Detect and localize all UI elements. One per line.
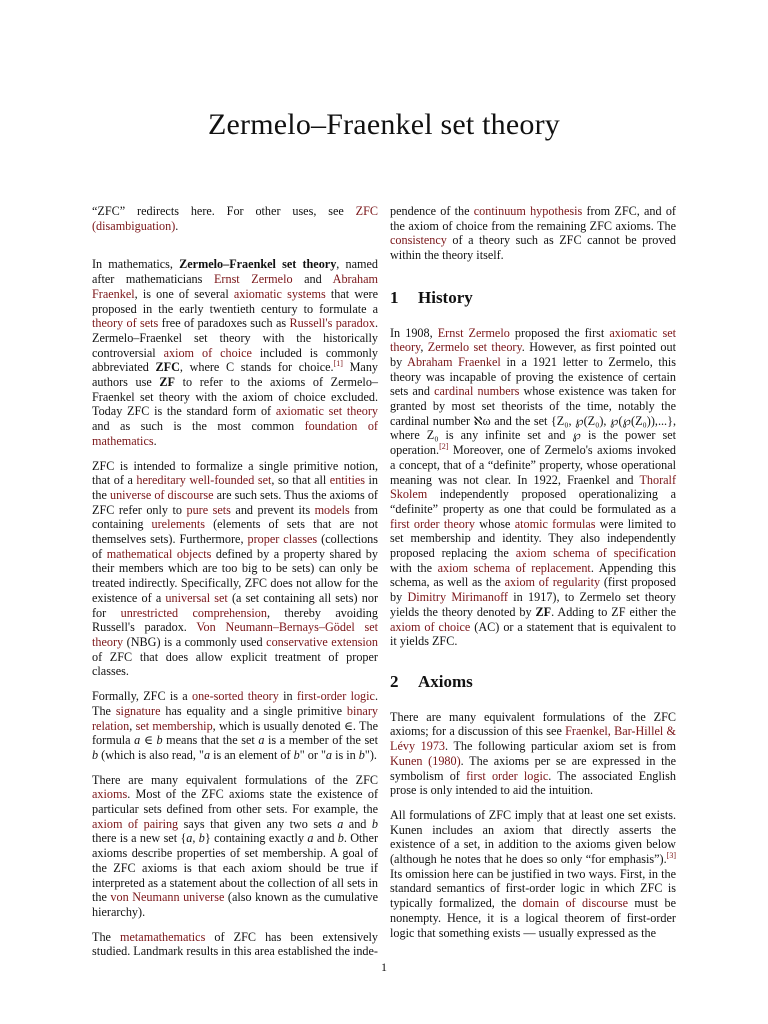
text-run: Its omission here can be justified in two ways. First, in the standard semantics of first-order logic in which ZFC is typically formalized, the bbox=[390, 866, 676, 911]
text-run: and as such is the most common bbox=[92, 419, 305, 434]
text-run: with the bbox=[390, 560, 438, 575]
text-run: , which is usually denoted ∈. The formula bbox=[92, 718, 378, 748]
section-number: 1 bbox=[390, 287, 399, 307]
citation-link[interactable]: [1] bbox=[333, 359, 343, 369]
text-run: in bbox=[278, 689, 297, 704]
text-run: . Most of the ZFC axioms state the existence of particular sets defined from other sets. For example, the bbox=[92, 787, 378, 817]
wiki-link[interactable]: atomic formulas bbox=[514, 516, 596, 531]
hatnote bbox=[92, 204, 378, 233]
wiki-link[interactable]: Thoralf Skolem bbox=[390, 472, 676, 502]
wiki-link[interactable]: Kunen (1980) bbox=[390, 753, 461, 768]
text-run: and bbox=[292, 272, 333, 287]
text-run: , bbox=[192, 831, 199, 846]
wiki-link[interactable]: Dimitry Mirimanoff bbox=[407, 590, 508, 605]
wiki-link[interactable]: first order theory bbox=[390, 516, 476, 531]
wiki-link[interactable]: proper classes bbox=[247, 532, 318, 547]
text-run: and prevent its bbox=[230, 502, 315, 517]
wiki-link[interactable]: foundation of mathematics bbox=[92, 419, 378, 448]
text-run: Many authors use bbox=[92, 360, 379, 390]
text-run: . The bbox=[92, 689, 378, 718]
wiki-link[interactable]: urelements bbox=[151, 517, 206, 532]
text-run: (NBG) is a commonly used bbox=[123, 634, 267, 649]
text-run: . bbox=[175, 218, 179, 233]
right-column bbox=[390, 204, 676, 950]
text-run: pendence of the bbox=[390, 204, 474, 218]
math-variable: b bbox=[198, 831, 205, 846]
section-heading-history bbox=[390, 287, 676, 307]
wiki-link[interactable]: Abraham Fraenkel bbox=[407, 354, 501, 369]
paragraph bbox=[390, 710, 676, 798]
math-variable: b bbox=[358, 747, 365, 762]
wiki-link[interactable]: models bbox=[314, 502, 350, 517]
text-run: " or " bbox=[299, 747, 326, 762]
text-run: of ZFC has been extensively studied. Landmark results in this area established the inde- bbox=[92, 929, 378, 959]
text-run: , named after mathematicians bbox=[92, 257, 378, 287]
text-run: from ZFC, and of the axiom of choice from the remaining ZFC axioms. The bbox=[390, 204, 676, 233]
paragraph bbox=[92, 773, 378, 920]
text-run: . Other axioms describe properties of set membership. A goal of the ZFC axioms is that each axiom should be true if interpreted as a statement about the collection of all sets in the bbox=[92, 831, 378, 905]
wiki-link[interactable]: metamathematics bbox=[120, 929, 206, 944]
math-variable: a bbox=[337, 816, 344, 831]
text-run: , bbox=[420, 340, 428, 355]
wiki-link[interactable]: axioms bbox=[92, 787, 128, 802]
text-run: . The axioms per se are expressed in the symbolism of bbox=[390, 753, 676, 783]
paragraph bbox=[390, 204, 676, 263]
text-run: and bbox=[343, 816, 372, 831]
paragraph bbox=[92, 930, 378, 959]
wiki-link[interactable]: binary relation bbox=[92, 703, 378, 733]
wiki-link[interactable]: axiom of regularity bbox=[504, 575, 601, 590]
wiki-link[interactable]: theory of sets bbox=[92, 316, 159, 331]
text-run: (elements of sets that are not themselves sets). Furthermore, bbox=[92, 517, 378, 547]
text-run: , so that all bbox=[271, 473, 330, 488]
citation-link[interactable]: [2] bbox=[439, 442, 449, 452]
citation-link[interactable]: [3] bbox=[666, 850, 676, 860]
section-number: 2 bbox=[390, 671, 399, 691]
text-run: proposed the first bbox=[509, 325, 610, 340]
wiki-link[interactable]: one-sorted theory bbox=[191, 689, 279, 704]
text-run: and bbox=[313, 831, 338, 846]
math-variable: b bbox=[337, 831, 344, 846]
text-run: (first proposed by bbox=[390, 575, 676, 605]
text-run: . However, as first pointed out by bbox=[390, 340, 676, 369]
bold-term: ZF bbox=[159, 375, 175, 390]
math-variable: b bbox=[293, 747, 300, 762]
wiki-link[interactable]: signature bbox=[115, 703, 161, 718]
wiki-link[interactable]: universe of discourse bbox=[109, 487, 214, 502]
text-run: are such sets. Thus the axioms of ZFC refer only to bbox=[92, 487, 378, 517]
wiki-link[interactable]: Ernst Zermelo bbox=[213, 272, 293, 287]
text-run: ∈ bbox=[140, 733, 157, 748]
math-variable: a bbox=[258, 733, 265, 748]
text-run: in the bbox=[92, 473, 379, 502]
text-run: “ZFC” redirects here. For other uses, see bbox=[92, 204, 356, 218]
wiki-link[interactable]: Russell's paradox bbox=[289, 316, 375, 331]
text-run: Formally, ZFC is a bbox=[92, 689, 192, 704]
text-run: free of paradoxes such as bbox=[158, 316, 290, 331]
text-run: , bbox=[129, 718, 136, 733]
text-run: There are many equivalent formulations of the ZFC axioms; for a discussion of this see bbox=[390, 709, 676, 739]
section-title: History bbox=[418, 287, 473, 307]
wiki-link[interactable]: domain of discourse bbox=[522, 896, 629, 911]
wiki-link[interactable]: ZFC (disambiguation) bbox=[92, 204, 378, 233]
wiki-link[interactable]: cardinal numbers bbox=[434, 384, 520, 399]
wiki-link[interactable]: axiomatic systems bbox=[233, 286, 326, 301]
text-run: in 1917), to Zermelo set theory yields the theory denoted by bbox=[390, 590, 677, 619]
text-run: were limited to set membership and identity. They also independently proposed replacing the bbox=[390, 516, 676, 561]
text-run: . The associated English prose is only intended to aid the intuition. bbox=[390, 768, 676, 798]
text-run: . Zermelo–Fraenkel set theory with the historically controversial bbox=[92, 316, 378, 360]
text-run: In mathematics, bbox=[92, 257, 180, 272]
page-number: 1 bbox=[381, 960, 387, 974]
wiki-link[interactable]: first order logic bbox=[466, 768, 549, 783]
text-run: . Appending this schema, as well as the bbox=[390, 560, 676, 590]
paragraph bbox=[92, 459, 378, 680]
math-variable: b bbox=[92, 747, 99, 762]
wiki-link[interactable]: von Neumann universe bbox=[110, 890, 225, 905]
wiki-link[interactable]: entities bbox=[329, 473, 365, 488]
wiki-link[interactable]: axiom schema of specification bbox=[515, 546, 676, 561]
intro-paragraph bbox=[92, 257, 378, 448]
text-run: there is a new set { bbox=[92, 831, 187, 846]
wiki-link[interactable]: unrestricted comprehension bbox=[120, 605, 267, 620]
text-run: All formulations of ZFC imply that at least one set exists. Kunen includes an axiom that directly asserts the existence of a set, in addition to the axioms given below (although he notes that he does so only “for emphasis”). bbox=[390, 807, 676, 867]
text-run: , is one of several bbox=[134, 286, 234, 301]
text-run: ZFC is intended to formalize a single primitive notion, that of a bbox=[92, 458, 378, 488]
text-run: included is commonly abbreviated bbox=[92, 345, 378, 375]
text-run: (AC) or a statement that is equivalent to it yields ZFC. bbox=[390, 619, 676, 649]
wiki-link[interactable]: pure sets bbox=[186, 502, 231, 517]
section-heading-axioms bbox=[390, 671, 676, 691]
wiki-link[interactable]: Fraenkel, Bar-Hillel & Lévy 1973 bbox=[390, 724, 676, 754]
text-run: } containing exactly bbox=[204, 831, 308, 846]
text-run: The bbox=[92, 929, 121, 944]
wiki-link[interactable]: mathematical objects bbox=[106, 546, 212, 561]
bold-term: ZFC bbox=[155, 360, 180, 375]
text-run: , thereby avoiding Russell's paradox. bbox=[92, 605, 378, 635]
text-run: defined by a property shared by their members which are too big to be sets) can only be treated indirectly. Specifically, ZFC does not allow for the existence of a bbox=[92, 546, 378, 605]
math-variable: b bbox=[156, 733, 163, 748]
text-run: (a set containing all sets) nor for bbox=[92, 590, 379, 620]
text-run: whose existence was taken for granted by most set theorists of the time, notably the cardinal number ℵω and the set {Z₀, ℘(Z₀), ℘(℘(Z₀)),...}, where Z₀ is any infinite set and ℘ is the power set operation. bbox=[390, 384, 676, 458]
wiki-link[interactable]: axiomatic set theory bbox=[275, 404, 378, 419]
text-run: (also known as the cumulative hierarchy). bbox=[92, 890, 379, 919]
wiki-link[interactable]: Abraham Fraenkel bbox=[92, 272, 378, 301]
text-run: is an element of bbox=[210, 747, 294, 762]
text-run: to refer to the axioms of Zermelo–Fraenkel set theory with the axiom of choice excluded. Today ZFC is the standard form of bbox=[92, 375, 379, 419]
text-run: independently proposed operationalizing a “definite” property as one that could be formulated as a bbox=[390, 487, 676, 516]
text-run: from containing bbox=[92, 502, 378, 532]
text-run: (which is also read, " bbox=[98, 747, 204, 762]
text-run: . Adding to ZF either the bbox=[551, 604, 676, 619]
text-run: (collections of bbox=[92, 532, 379, 561]
wiki-link[interactable]: consistency bbox=[390, 233, 447, 248]
wiki-link[interactable]: conservative extension bbox=[266, 634, 378, 649]
wiki-link[interactable]: axiom of choice bbox=[390, 619, 471, 634]
text-run: "). bbox=[364, 747, 377, 762]
text-run: . bbox=[153, 433, 157, 448]
wiki-link[interactable]: axiom schema of replacement bbox=[437, 560, 591, 575]
math-variable: a bbox=[307, 831, 314, 846]
wiki-link[interactable]: Von Neumann–Bernays–Gödel set theory bbox=[92, 620, 378, 649]
left-column bbox=[92, 204, 378, 969]
wiki-link[interactable]: hereditary well-founded set bbox=[136, 473, 272, 488]
text-run: of a theory such as ZFC cannot be proved within the theory itself. bbox=[390, 233, 676, 263]
text-run: is in bbox=[332, 747, 359, 762]
wiki-link[interactable]: first-order logic bbox=[296, 689, 375, 704]
wiki-link[interactable]: Ernst Zermelo bbox=[437, 325, 510, 340]
text-run: must be nonempty. Hence, it is a logical theorem of first-order logic that something exists — usually expressed as the bbox=[390, 896, 676, 940]
text-run: Moreover, one of Zermelo's axioms invoked a concept, that of a “definite” property, whose operational meaning was not clear. In 1922, Fraenkel and bbox=[390, 443, 676, 487]
wiki-link[interactable]: axiomatic set theory bbox=[390, 325, 677, 355]
math-variable: a bbox=[186, 831, 193, 846]
math-variable: a bbox=[134, 733, 141, 748]
wiki-link[interactable]: axiom of pairing bbox=[92, 816, 179, 831]
text-run: . The following particular axiom set is from bbox=[445, 739, 676, 754]
text-run: , where C stands for choice. bbox=[179, 360, 334, 375]
wiki-link[interactable]: set membership bbox=[135, 718, 213, 733]
text-run: has equality and a single primitive bbox=[160, 703, 347, 718]
text-run: In 1908, bbox=[390, 325, 438, 340]
math-variable: a bbox=[203, 747, 211, 762]
paragraph bbox=[390, 808, 676, 940]
paragraph bbox=[92, 689, 378, 763]
math-variable: a bbox=[325, 747, 333, 762]
text-run: in a 1921 letter to Zermelo, this theory was incapable of proving the existence of certain sets and bbox=[390, 354, 676, 399]
bold-term: ZF bbox=[535, 604, 552, 619]
math-variable: b bbox=[371, 816, 378, 831]
text-run: is a member of the set bbox=[264, 733, 378, 748]
text-run: that were proposed in the early twentieth century to formulate a bbox=[92, 286, 378, 316]
paragraph bbox=[390, 326, 676, 649]
text-run: means that the set bbox=[162, 733, 259, 748]
wiki-link[interactable]: continuum hypothesis bbox=[473, 204, 583, 218]
wiki-link[interactable]: Zermelo set theory bbox=[427, 340, 522, 355]
section-title: Axioms bbox=[418, 671, 473, 691]
wiki-link[interactable]: universal set bbox=[165, 590, 228, 605]
text-run: of ZFC that does allow explicit treatment of proper classes. bbox=[92, 649, 378, 679]
bold-term: Zermelo–Fraenkel set theory bbox=[179, 257, 337, 272]
text-run: whose bbox=[475, 516, 515, 531]
text-run: says that given any two sets bbox=[178, 816, 338, 831]
wiki-link[interactable]: axiom of choice bbox=[163, 345, 252, 360]
page-title: Zermelo–Fraenkel set theory bbox=[208, 108, 560, 141]
text-run: There are many equivalent formulations of the ZFC bbox=[92, 772, 378, 787]
